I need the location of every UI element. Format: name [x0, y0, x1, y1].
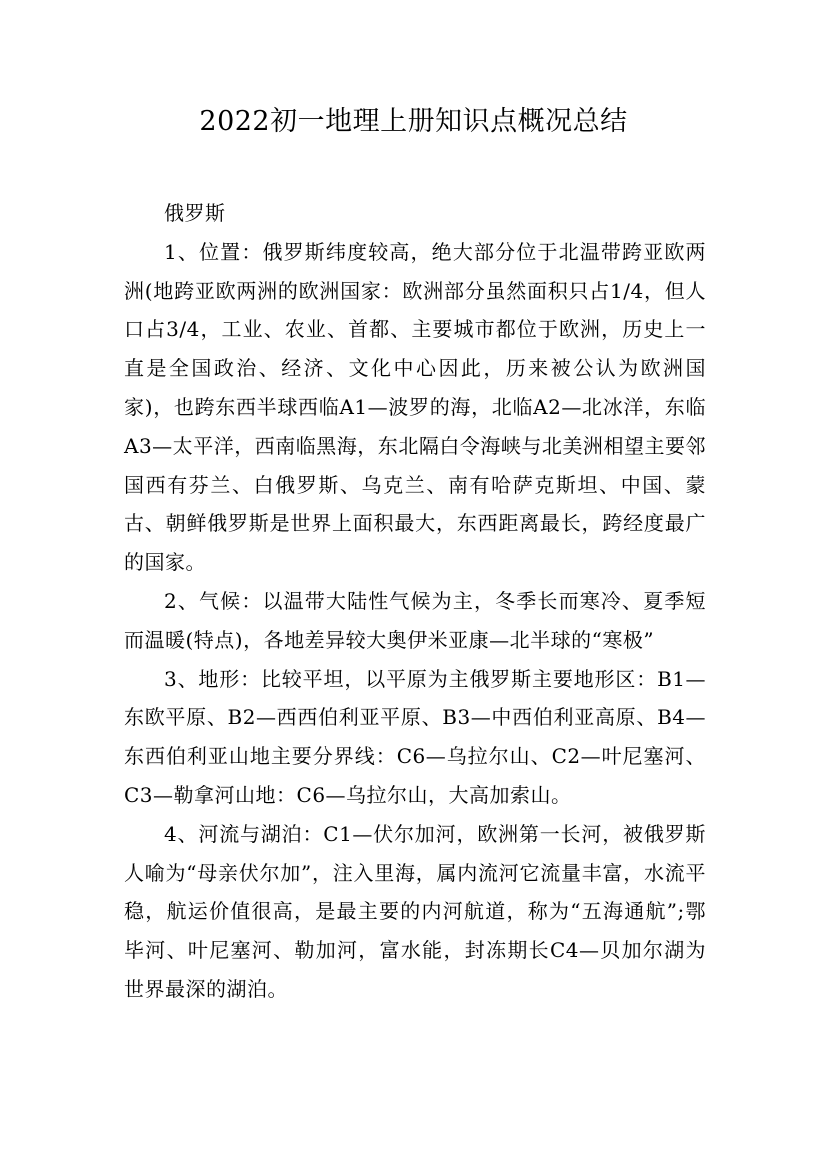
paragraph-terrain: 3、地形：比较平坦，以平原为主俄罗斯主要地形区：B1—东欧平原、B2—西西伯利亚平原、B3—中西伯利亚高原、B4—东西伯利亚山地主要分界线：C6—乌拉尔山、C2—叶尼塞河、C3—勒拿河山地：C6—乌拉尔山，大高加索山。: [124, 666, 706, 807]
document-body: [124, 194, 706, 1009]
paragraph-rivers-lakes: 4、河流与湖泊：C1—伏尔加河，欧洲第一长河，被俄罗斯人喻为“母亲伏尔加”，注入里海，属内流河它流量丰富，水流平稳，航运价值很高，是最主要的内河航道，称为“五海通航”;鄂毕河、叶尼塞河、勒加河，富水能，封冻期长C4—贝加尔湖为世界最深的湖泊。: [124, 821, 706, 1001]
paragraph-location: 1、位置：俄罗斯纬度较高，绝大部分位于北温带跨亚欧两洲(地跨亚欧两洲的欧洲国家：欧洲部分虽然面积只占1/4，但人口占3/4，工业、农业、首都、主要城市都位于欧洲，历史上一直是全国政治、经济、文化中心因此，历来被公认为欧洲国家)，也跨东西半球西临A1—波罗的海，北临A2—北冰洋，东临A3—太平洋，西南临黑海，东北隔白令海峡与北美洲相望主要邻国西有芬兰、白俄罗斯、乌克兰、南有哈萨克斯坦、中国、蒙古、朝鲜俄罗斯是世界上面积最大，东西距离最长，跨经度最广的国家。: [124, 239, 706, 575]
page-title: 2022初一地理上册知识点概况总结: [199, 106, 628, 137]
section-heading: 俄罗斯: [164, 201, 226, 225]
paragraph-climate: 2、气候：以温带大陆性气候为主，冬季长而寒冷、夏季短而温暖(特点)，各地差异较大奥伊米亚康—北半球的“寒极”: [124, 588, 706, 652]
